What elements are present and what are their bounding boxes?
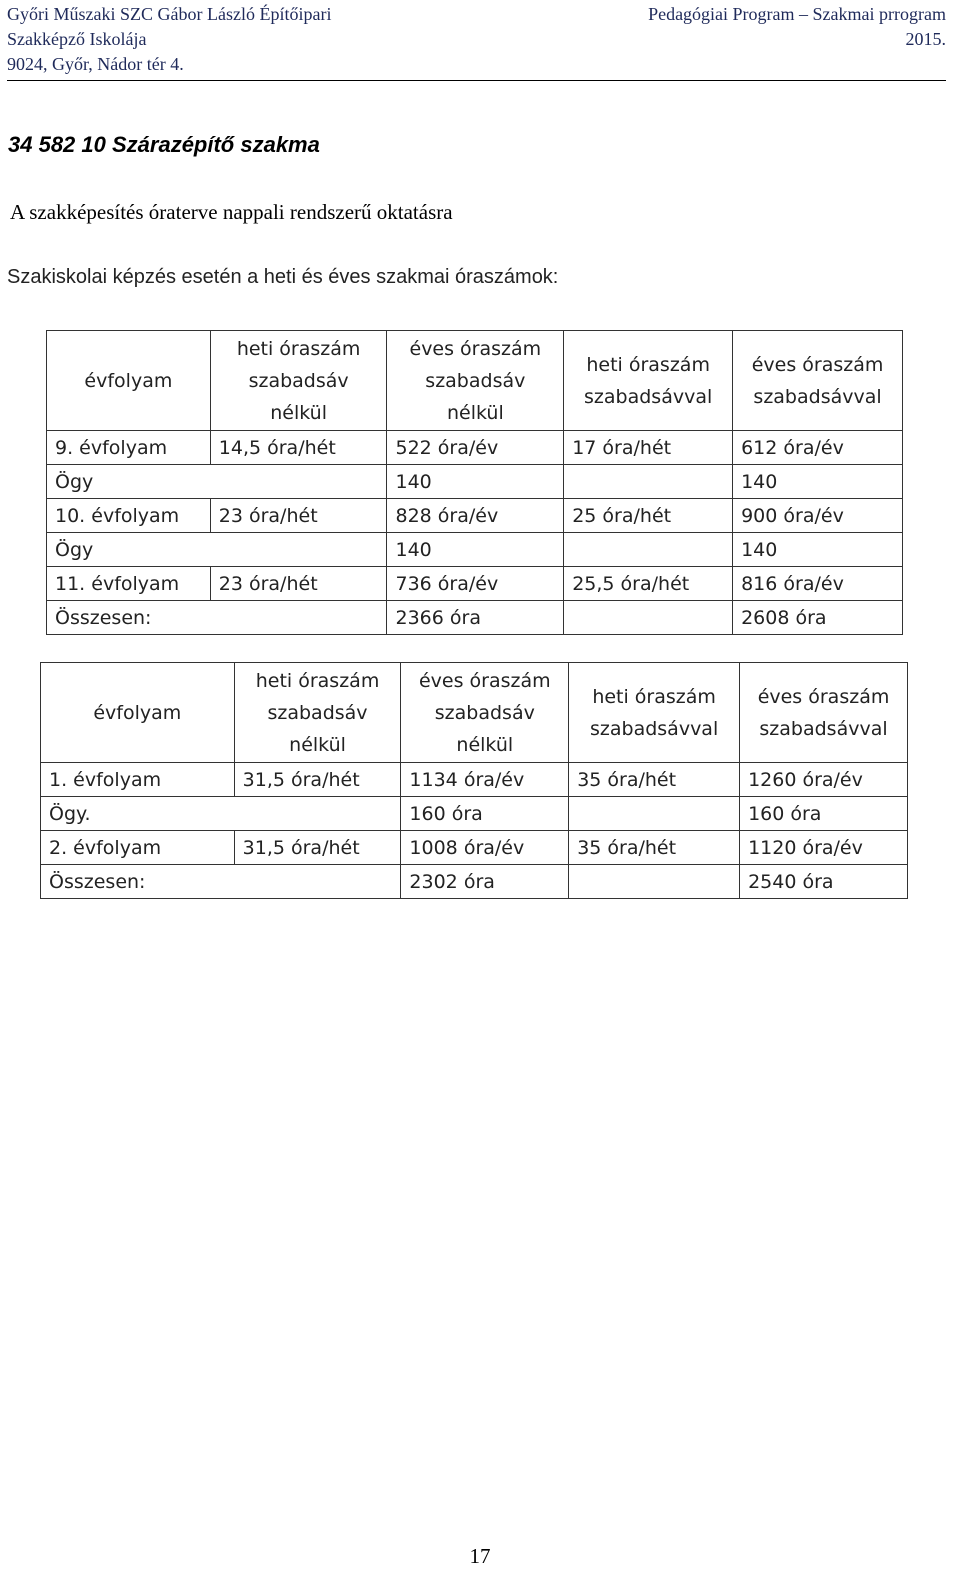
table-cell: 2302 óra xyxy=(401,865,569,899)
table-cell: 612 óra/év xyxy=(733,431,903,465)
table-cell xyxy=(210,601,387,635)
page-number: 17 xyxy=(469,1544,491,1568)
table-cell: 736 óra/év xyxy=(387,567,564,601)
table-cell: 2. évfolyam xyxy=(41,831,235,865)
table-cell xyxy=(564,601,733,635)
table-cell: Összesen: xyxy=(41,865,235,899)
table-cell: 160 óra xyxy=(740,797,908,831)
table-cell: 140 xyxy=(387,465,564,499)
header-cell: heti óraszám szabadsávval xyxy=(569,663,740,763)
table-cell: 900 óra/év xyxy=(733,499,903,533)
table-cell: 10. évfolyam xyxy=(47,499,211,533)
school-info xyxy=(7,2,331,77)
intro-text: Szakiskolai képzés esetén a heti és éves szakmai óraszámok: xyxy=(7,266,559,288)
document-title: Pedagógiai Program – Szakmai prrogram xyxy=(648,4,946,24)
school-name-line2: Szakképző Iskolája xyxy=(7,29,147,49)
table-cell: 2540 óra xyxy=(740,865,908,899)
table-cell xyxy=(564,465,733,499)
table-cell: 14,5 óra/hét xyxy=(210,431,387,465)
table-cell: 816 óra/év xyxy=(733,567,903,601)
header-cell: éves óraszám szabadsávval xyxy=(740,663,908,763)
table-cell: Összesen: xyxy=(47,601,211,635)
document-year: 2015. xyxy=(905,29,946,49)
hours-table-2 xyxy=(40,662,908,899)
table-cell: 11. évfolyam xyxy=(47,567,211,601)
table-cell: Ögy xyxy=(47,533,211,567)
table-header-row xyxy=(41,663,908,763)
table-cell: 140 xyxy=(733,533,903,567)
table-cell: 31,5 óra/hét xyxy=(234,763,401,797)
table-cell xyxy=(210,465,387,499)
table-row xyxy=(47,431,903,465)
table-cell: Ögy. xyxy=(41,797,235,831)
table-cell: 23 óra/hét xyxy=(210,499,387,533)
section-title: 34 582 10 Szárazépítő szakma xyxy=(8,132,320,157)
table-cell xyxy=(234,797,401,831)
table-cell: 25,5 óra/hét xyxy=(564,567,733,601)
table-cell: 1260 óra/év xyxy=(740,763,908,797)
page-header xyxy=(7,2,946,81)
table-row xyxy=(41,797,908,831)
school-name-line1: Győri Műszaki SZC Gábor László Építőipari xyxy=(7,4,332,24)
table-cell: 17 óra/hét xyxy=(564,431,733,465)
table-cell: 522 óra/év xyxy=(387,431,564,465)
table-cell: 1120 óra/év xyxy=(740,831,908,865)
table-cell: 160 óra xyxy=(401,797,569,831)
hours-table-1 xyxy=(46,330,903,635)
table-cell: 2366 óra xyxy=(387,601,564,635)
table-cell: 140 xyxy=(387,533,564,567)
table-cell: 2608 óra xyxy=(733,601,903,635)
table-row xyxy=(41,865,908,899)
document-info xyxy=(648,2,946,52)
table-cell xyxy=(234,865,401,899)
table-cell xyxy=(210,533,387,567)
table-row xyxy=(47,465,903,499)
header-cell: heti óraszám szabadsáv nélkül xyxy=(234,663,401,763)
header-cell: éves óraszám szabadsáv nélkül xyxy=(401,663,569,763)
table-row xyxy=(47,533,903,567)
table-cell xyxy=(564,533,733,567)
table-cell: 1008 óra/év xyxy=(401,831,569,865)
table-cell: 1134 óra/év xyxy=(401,763,569,797)
table-cell: 31,5 óra/hét xyxy=(234,831,401,865)
table-cell: 25 óra/hét xyxy=(564,499,733,533)
table-cell: 140 xyxy=(733,465,903,499)
table-cell: Ögy xyxy=(47,465,211,499)
table-row xyxy=(41,763,908,797)
school-address: 9024, Győr, Nádor tér 4. xyxy=(7,54,184,74)
table-cell xyxy=(569,797,740,831)
header-cell: éves óraszám szabadsáv nélkül xyxy=(387,331,564,431)
table-cell: 828 óra/év xyxy=(387,499,564,533)
table-row xyxy=(47,601,903,635)
table-row xyxy=(47,567,903,601)
table-cell: 1. évfolyam xyxy=(41,763,235,797)
table-header-row xyxy=(47,331,903,431)
table-cell: 23 óra/hét xyxy=(210,567,387,601)
header-cell: éves óraszám szabadsávval xyxy=(733,331,903,431)
table-cell: 9. évfolyam xyxy=(47,431,211,465)
section-subtitle: A szakképesítés óraterve nappali rendszerű oktatásra xyxy=(10,200,453,224)
header-cell: heti óraszám szabadsáv nélkül xyxy=(210,331,387,431)
header-cell: évfolyam xyxy=(41,663,235,763)
table-cell xyxy=(569,865,740,899)
header-cell: évfolyam xyxy=(47,331,211,431)
table-cell: 35 óra/hét xyxy=(569,831,740,865)
table-row xyxy=(47,499,903,533)
header-cell: heti óraszám szabadsávval xyxy=(564,331,733,431)
table-cell: 35 óra/hét xyxy=(569,763,740,797)
table-row xyxy=(41,831,908,865)
